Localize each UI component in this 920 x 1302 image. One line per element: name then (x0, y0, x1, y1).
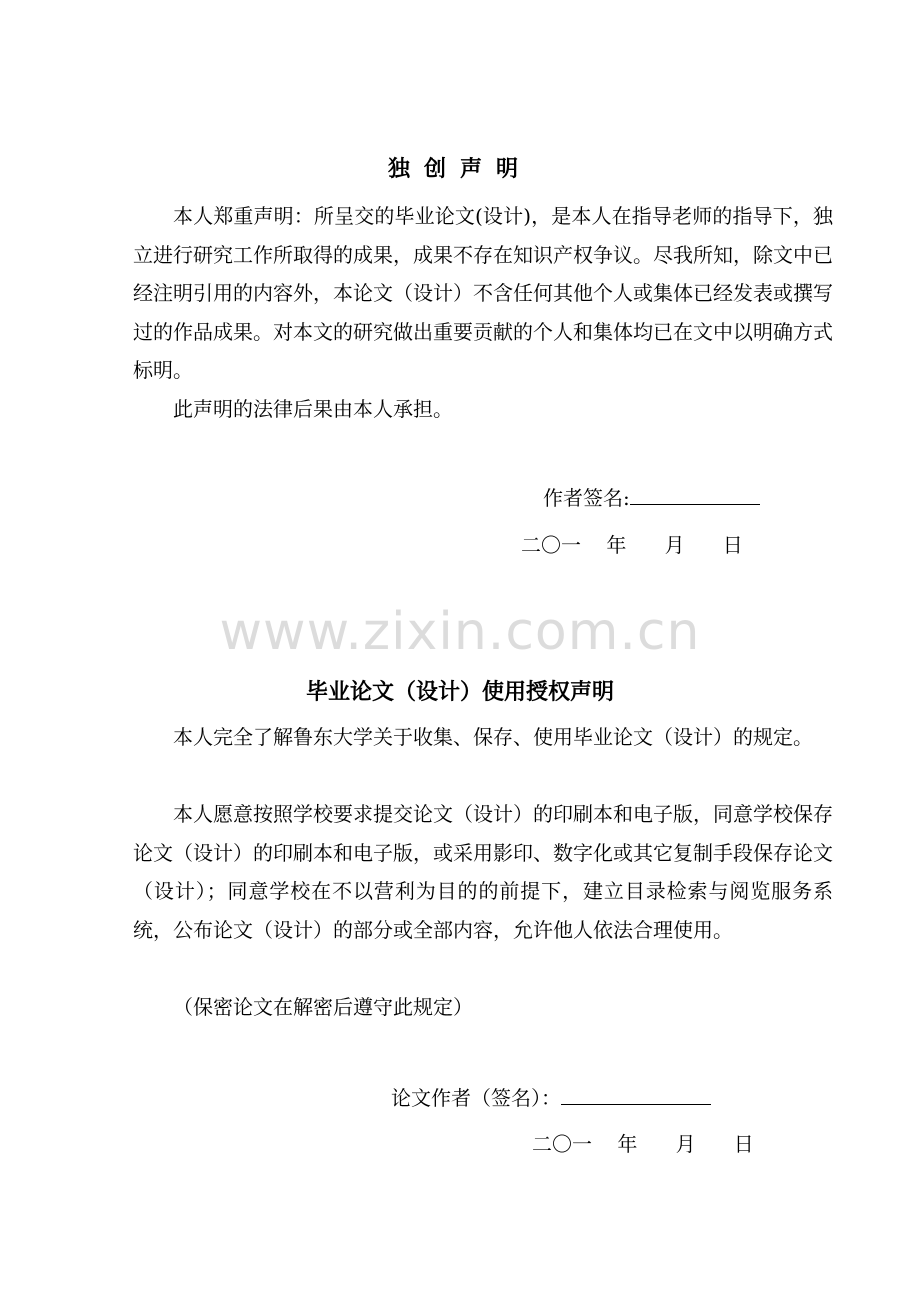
authorization-paragraph-1: 本人完全了解鲁东大学关于收集、保存、使用毕业论文（设计）的规定。 (173, 725, 813, 749)
authorization-paragraph-3: （保密论文在解密后遵守此规定） (173, 995, 473, 1019)
declaration-date: 二〇一 年 月 日 (521, 533, 743, 557)
authorization-paragraph-2: 本人愿意按照学校要求提交论文（设计）的印刷本和电子版，同意学校保存论文（设计）的印刷本和电子版，或采用影印、数字化或其它复制手段保存论文（设计）；同意学校在不以营利为目的的前提下，建立目录检索与阅览服务系统，公布论文（设计）的部分或全部内容，允许他人依法合理使用。 (133, 802, 833, 942)
declaration-paragraph-2: 此声明的法律后果由本人承担。 (173, 397, 453, 421)
authorization-signature-label: 论文作者（签名）： (391, 1086, 561, 1110)
declaration-signature-label: 作者签名: (543, 486, 630, 510)
declaration-title: 独创声明 (387, 157, 532, 182)
declaration-paragraph-1: 本人郑重声明：所呈交的毕业论文(设计)，是本人在指导老师的指导下，独立进行研究工作所取得的成果，成果不存在知识产权争议。尽我所知，除文中已经注明引用的内容外，本论文（设计）不含任何其他个人或集体已经发表或撰写过的作品成果。对本文的研究做出重要贡献的个人和集体均已在文中以明确方式标明。 (133, 204, 833, 382)
declaration-signature-row (543, 482, 760, 512)
authorization-title: 毕业论文（设计）使用授权声明 (305, 680, 614, 705)
authorization-signature-line (561, 1082, 711, 1105)
authorization-signature-row (391, 1082, 711, 1112)
authorization-date: 二〇一 年 月 日 (532, 1132, 754, 1156)
declaration-signature-line (630, 482, 760, 505)
watermark: www.zixin.com.cn (219, 602, 701, 662)
